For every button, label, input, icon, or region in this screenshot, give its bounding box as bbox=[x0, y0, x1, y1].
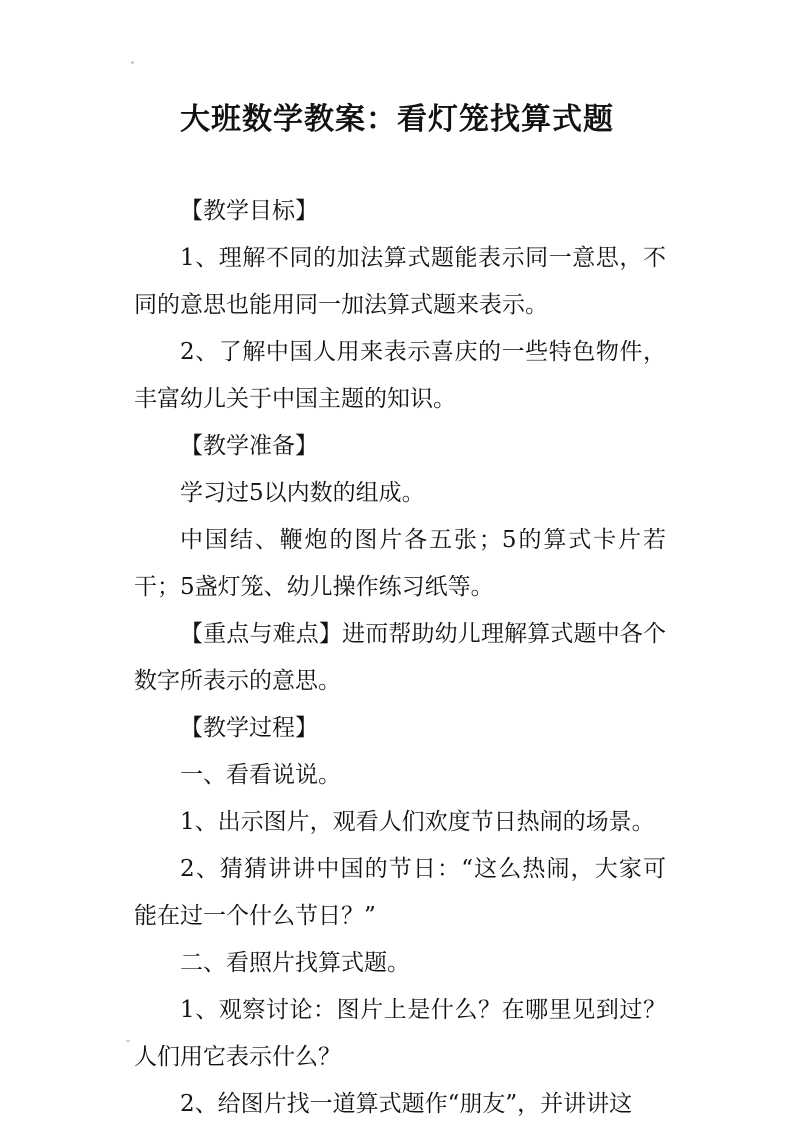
section-heading-goals: 【教学目标】 bbox=[180, 198, 318, 224]
paragraph: 1、观察讨论：图片上是什么？在哪里见到过？人们用它表示什么？ bbox=[134, 997, 666, 1070]
paragraph: 1、理解不同的加法算式题能表示同一意思，不同的意思也能用同一加法算式题来表示。 bbox=[134, 245, 666, 318]
section-heading-preparation: 【教学准备】 bbox=[180, 433, 318, 459]
document-body bbox=[134, 188, 666, 1128]
paragraph: 2、给图片找一道算式题作“朋友”，并讲讲这 bbox=[180, 1091, 633, 1117]
scan-speck bbox=[131, 61, 134, 64]
paragraph: 2、了解中国人用来表示喜庆的一些特色物件，丰富幼儿关于中国主题的知识。 bbox=[134, 339, 666, 412]
document-title: 大班数学教案：看灯笼找算式题 bbox=[180, 102, 614, 137]
paragraph: 2、猜猜讲讲中国的节日：“这么热闹，大家可能在过一个什么节日？” bbox=[134, 856, 666, 929]
paragraph-key-points: 【重点与难点】进而帮助幼儿理解算式题中各个数字所表示的意思。 bbox=[134, 621, 666, 694]
paragraph: 学习过5以内数的组成。 bbox=[180, 480, 425, 506]
step-heading: 一、看看说说。 bbox=[180, 762, 341, 788]
paragraph: 中国结、鞭炮的图片各五张；5的算式卡片若干；5盏灯笼、幼儿操作练习纸等。 bbox=[134, 527, 666, 600]
paragraph: 1、出示图片，观看人们欢度节日热闹的场景。 bbox=[180, 809, 655, 835]
step-heading: 二、看照片找算式题。 bbox=[180, 950, 410, 976]
scan-speck bbox=[126, 1040, 130, 1042]
section-heading-process: 【教学过程】 bbox=[180, 715, 318, 741]
